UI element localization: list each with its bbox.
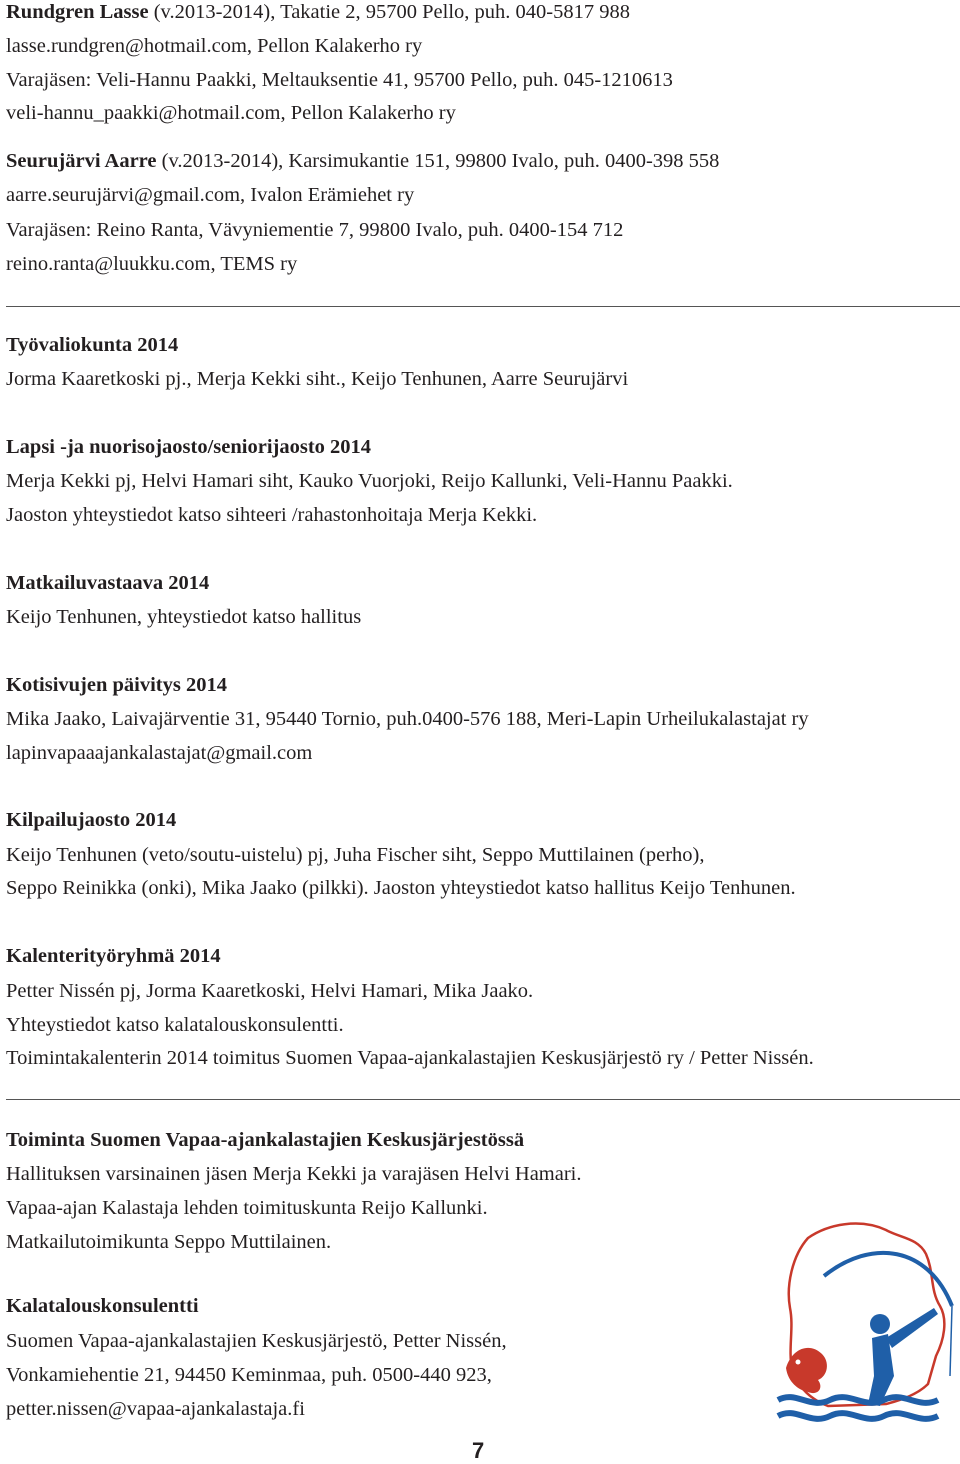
section-text: Jaoston yhteystiedot katso sihteeri /rahastonhoitaja Merja Kekki. [6,504,538,526]
section-text: Yhteystiedot katso kalatalouskonsulentti. [6,1014,344,1036]
section-text: Mika Jaako, Laivajärventie 31, 95440 Tornio, puh.0400-576 188, Meri-Lapin Urheilukalastajat ry [6,708,809,730]
section-heading-kilpailu: Kilpailujaosto 2014 [6,809,177,831]
contact-line: lasse.rundgren@hotmail.com, Pellon Kalakerho ry [6,35,423,57]
section-heading-matkailu: Matkailuvastaava 2014 [6,572,210,594]
section-heading-toiminta: Toiminta Suomen Vapaa-ajankalastajien Keskusjärjestössä [6,1129,525,1151]
email-link[interactable]: petter.nissen@vapaa-ajankalastaja.fi [6,1398,305,1420]
member-details: (v.2013-2014), Takatie 2, 95700 Pello, puh. 040-5817 988 [148,1,630,23]
section-text: Keijo Tenhunen, yhteystiedot katso hallitus [6,606,362,628]
section-text: Petter Nissén pj, Jorma Kaaretkoski, Helvi Hamari, Mika Jaako. [6,980,534,1002]
waves-icon [778,1397,938,1419]
fishing-line [950,1306,952,1376]
section-heading-kotisivut: Kotisivujen päivitys 2014 [6,674,227,696]
email-link[interactable]: lapinvapaaajankalastajat@gmail.com [6,742,313,764]
section-text: Toimintakalenterin 2014 toimitus Suomen Vapaa-ajankalastajien Keskusjärjestö ry / Petter Nissén. [6,1047,814,1069]
section-text: Merja Kekki pj, Helvi Hamari siht, Kauko Vuorjoki, Reijo Kallunki, Veli-Hannu Paakki. [6,470,733,492]
contact-line: veli-hannu_paakki@hotmail.com, Pellon Kalakerho ry [6,102,456,124]
section-text: Suomen Vapaa-ajankalastajien Keskusjärjestö, Petter Nissén, [6,1330,507,1352]
angler-figure [868,1308,938,1406]
lapland-fishing-club-logo-icon [768,1216,960,1428]
member-details: (v.2013-2014), Karsimukantie 151, 99800 Ivalo, puh. 0400-398 558 [156,150,720,172]
section-text: Hallituksen varsinainen jäsen Merja Kekki ja varajäsen Helvi Hamari. [6,1163,582,1185]
section-text: Vonkamiehentie 21, 94450 Keminmaa, puh. 0500-440 923, [6,1364,492,1386]
section-text: Jorma Kaaretkoski pj., Merja Kekki siht., Keijo Tenhunen, Aarre Seurujärvi [6,368,629,390]
section-text: Seppo Reinikka (onki), Mika Jaako (pilkki). Jaoston yhteystiedot katso hallitus Keijo Tenhunen. [6,877,796,899]
fish-icon [786,1348,827,1393]
page-number: 7 [472,1438,485,1463]
section-heading-kalenteri: Kalenterityöryhmä 2014 [6,945,221,967]
contact-line: Varajäsen: Reino Ranta, Vävyniementie 7, 99800 Ivalo, puh. 0400-154 712 [6,219,624,241]
member-name: Rundgren Lasse [6,1,149,23]
contact-line-rundgren [6,0,630,24]
section-heading-tyovaliokunta: Työvaliokunta 2014 [6,334,179,356]
contact-line-seurujarvi [6,149,719,173]
section-heading-lapsi: Lapsi -ja nuorisojaosto/seniorijaosto 2014 [6,436,372,458]
section-text: Matkailutoimikunta Seppo Muttilainen. [6,1231,332,1253]
member-name: Seurujärvi Aarre [6,150,157,172]
section-divider [6,1099,960,1100]
contact-line: aarre.seurujärvi@gmail.com, Ivalon Erämiehet ry [6,184,415,206]
section-divider [6,306,960,307]
contact-line: Varajäsen: Veli-Hannu Paakki, Meltauksentie 41, 95700 Pello, puh. 045-1210613 [6,69,673,91]
section-text: Keijo Tenhunen (veto/soutu-uistelu) pj, Juha Fischer siht, Seppo Muttilainen (perho), [6,844,705,866]
contact-line: reino.ranta@luukku.com, TEMS ry [6,253,298,275]
section-heading-konsulentti: Kalatalouskonsulentti [6,1295,199,1317]
section-text: Vapaa-ajan Kalastaja lehden toimituskunta Reijo Kallunki. [6,1197,488,1219]
